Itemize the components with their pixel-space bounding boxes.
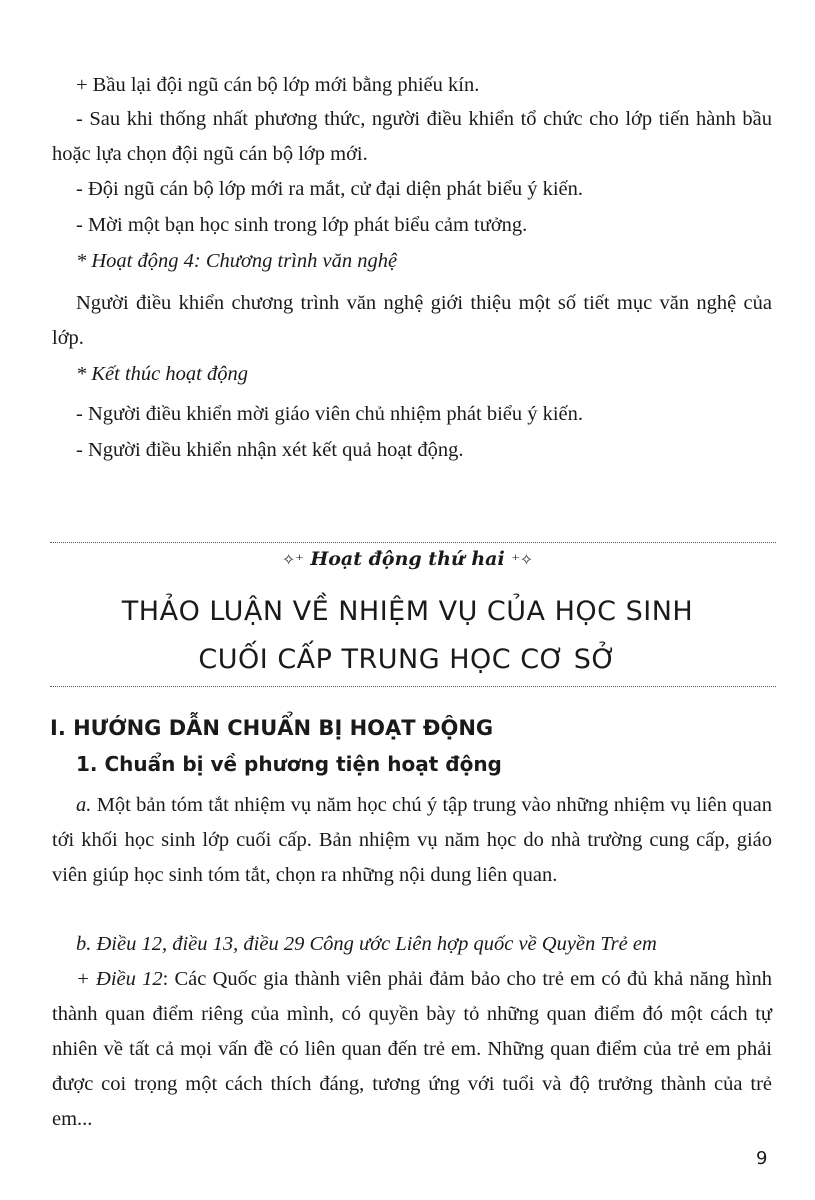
text-paragraph-c (52, 962, 772, 1137)
text-line: - Đội ngũ cán bộ lớp mới ra mắt, cử đại diện phát biểu ý kiến. (76, 178, 584, 200)
para-c-text: : Các Quốc gia thành viên phải đảm bảo cho trẻ em có đủ khả năng hình thành quan điểm riêng của mình, có quyền bày tỏ những quan điểm đó một cách tự nhiên về tất cả mọi vấn đề có liên quan đến trẻ em. Những quan điểm của trẻ em phải được coi trọng một cách thích đáng, tương ứng với tuổi và độ trưởng thành của trẻ em... (52, 968, 772, 1130)
heading-level2: 1. Chuẩn bị về phương tiện hoạt động (76, 752, 502, 776)
text-paragraph: - Sau khi thống nhất phương thức, người điều khiển tổ chức cho lớp tiến hành bầu hoặc lựa chọn đội ngũ cán bộ lớp mới. (52, 108, 772, 165)
text-line: - Người điều khiển nhận xét kết quả hoạt động. (76, 439, 464, 461)
section-ornament (0, 548, 815, 570)
dotted-divider (50, 542, 776, 543)
section-title-line1: THẢO LUẬN VỀ NHIỆM VỤ CỦA HỌC SINH (121, 596, 694, 627)
para-a-text: Một bản tóm tắt nhiệm vụ năm học chú ý tập trung vào những nhiệm vụ liên quan tới khối học sinh lớp cuối cấp. Bản nhiệm vụ năm học do nhà trường cung cấp, giáo viên giúp học sinh tóm tắt, chọn ra những nội dung liên quan. (52, 794, 772, 886)
text-line: + Bầu lại đội ngũ cán bộ lớp mới bằng phiếu kín. (76, 74, 480, 96)
subheading-italic: * Kết thúc hoạt động (76, 363, 248, 385)
heading-level1: I. HƯỚNG DẪN CHUẨN BỊ HOẠT ĐỘNG (50, 716, 494, 740)
section-title-line2: CUỐI CẤP TRUNG HỌC CƠ SỞ (198, 644, 617, 675)
text-paragraph-b: b. Điều 12, điều 13, điều 29 Công ước Liên hợp quốc về Quyền Trẻ em (76, 933, 657, 955)
dotted-divider (50, 686, 776, 687)
text-line: - Người điều khiển mời giáo viên chủ nhiệm phát biểu ý kiến. (76, 403, 584, 425)
subheading-italic: * Hoạt động 4: Chương trình văn nghệ (76, 250, 398, 272)
text-paragraph: Người điều khiển chương trình văn nghệ giới thiệu một số tiết mục văn nghệ của lớp. (52, 292, 772, 349)
text-paragraph-a (52, 788, 772, 893)
page-number: 9 (756, 1148, 768, 1169)
para-a-label: a. (76, 794, 92, 816)
sparkle-icon: ⁺✧ (511, 550, 534, 569)
text-line: - Mời một bạn học sinh trong lớp phát biểu cảm tưởng. (76, 214, 528, 236)
para-c-label: + Điều 12 (76, 968, 163, 990)
section-ornament-label: Hoạt động thứ hai (310, 548, 505, 570)
sparkle-icon: ✧⁺ (281, 550, 304, 569)
